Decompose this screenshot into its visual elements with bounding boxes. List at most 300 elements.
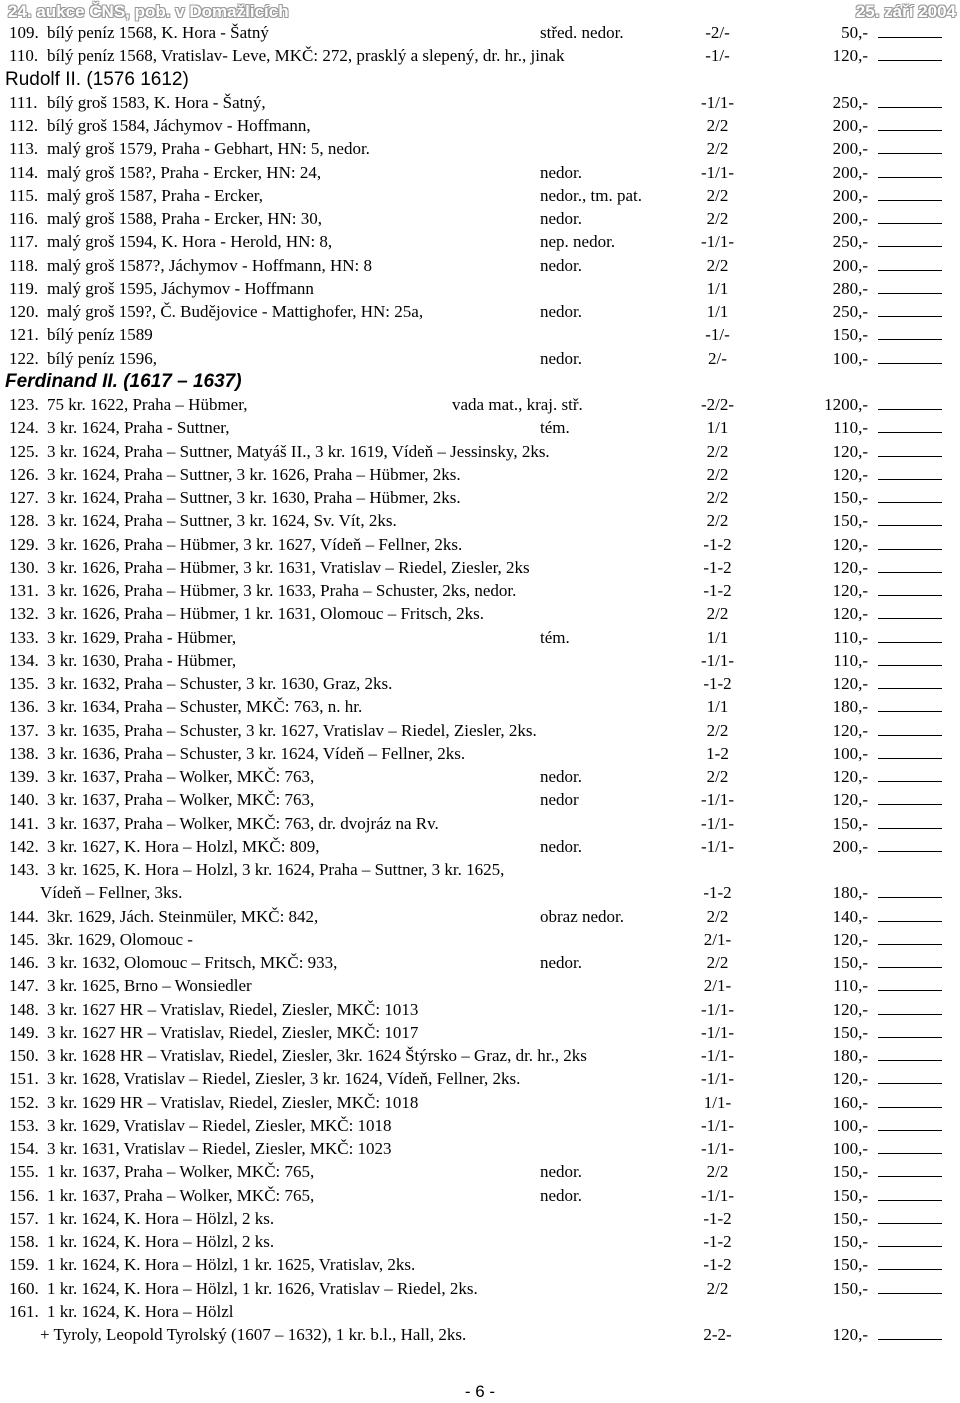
header-auction-title: 24. aukce ČNS, pob. v Domažlicích [8,2,289,21]
lot-number: 115. [9,185,39,205]
lot-starting-price: 120,- [832,557,868,577]
lot-row [0,1044,960,1067]
lot-row [0,230,960,253]
lot-condition-note: nedor. [540,162,583,182]
lot-row [0,602,960,625]
lot-number: 111. [9,92,38,112]
lot-grade: 2/2 [706,720,729,740]
bid-blank-line[interactable] [878,812,942,829]
lot-description: 3kr. 1629, Jách. Steinmüler, MKČ: 842, [47,906,319,926]
lot-row [0,812,960,835]
bid-blank-line[interactable] [878,1137,942,1154]
lot-condition-note: nedor. [540,255,583,275]
lot-description-cont: Vídeň – Fellner, 3ks. [40,883,183,903]
lot-grade: 2/2 [706,116,729,135]
lot-condition-note: tém. [540,627,570,647]
lot-row [0,21,960,44]
lot-starting-price: 200,- [832,209,868,228]
lot-row [0,835,960,858]
lot-description: malý groš 1587, Praha - Ercker, [47,185,264,205]
lot-grade: -1/1- [700,92,735,112]
bid-blank-line[interactable] [878,626,942,643]
bid-blank-line[interactable] [878,556,942,573]
lot-row [0,416,960,439]
lot-starting-price: 150,- [832,325,868,345]
bid-blank-line[interactable] [878,602,942,619]
lot-grade: -1/1- [700,790,735,810]
lot-condition-note: nedor [540,790,579,810]
bid-blank-line[interactable] [878,672,942,689]
lot-starting-price: 50,- [841,23,868,42]
lot-starting-price: 150,- [832,1208,868,1228]
lot-description: 3 kr. 1628 HR – Vratislav, Riedel, Ziesler, 3kr. 1624 Štýrsko – Graz, dr. hr., 2ks [47,1046,587,1065]
lot-starting-price: 150,- [832,488,868,507]
lot-row [0,695,960,718]
lot-description: 3 kr. 1637, Praha – Wolker, MKČ: 763, dr. dvojráz na Rv. [47,813,439,833]
lot-grade: -1/1- [700,999,735,1019]
lot-row [0,672,960,695]
lot-description: 3 kr. 1627 HR – Vratislav, Riedel, Ziesler, MKČ: 1013 [47,999,419,1019]
lot-row [0,788,960,811]
lot-row [0,137,960,160]
lot-number: 114. [9,162,39,182]
bid-blank-line[interactable] [878,509,942,526]
lot-grade: 2/2 [706,767,729,786]
lot-grade: 2/2 [706,441,729,461]
lot-grade: -1/1- [700,1022,735,1042]
section-heading: Rudolf II. (1576 1612) [5,68,189,90]
bid-blank-line[interactable] [878,114,942,131]
bid-blank-line[interactable] [878,486,942,503]
lot-row [0,184,960,207]
lot-number: 153. [9,1115,39,1135]
lot-row [0,1184,960,1207]
lot-grade: -1/1- [700,813,735,833]
lot-description: bílý peníz 1589 [47,325,153,345]
lot-row [0,1067,960,1090]
lot-grade: 2/1- [703,976,732,996]
lot-row [0,579,960,602]
bid-blank-line[interactable] [878,1114,942,1131]
lot-grade: 2/2 [706,604,729,624]
bid-blank-line[interactable] [878,998,942,1015]
lot-description: 3kr. 1629, Olomouc - [47,929,193,949]
lot-starting-price: 120,- [832,674,868,693]
lot-description: 3 kr. 1627, K. Hora – Holzl, MKČ: 809, [47,836,320,856]
lot-number: 110. [9,46,39,66]
lot-condition-note: nedor. [540,767,583,786]
lot-description: 3 kr. 1637, Praha – Wolker, MKČ: 763, [47,790,315,810]
lot-starting-price: 120,- [832,441,868,461]
lot-starting-price: 100,- [832,348,868,368]
lot-row [0,858,960,881]
lot-row [0,998,960,1021]
bid-blank-line[interactable] [878,881,942,898]
bid-blank-line[interactable] [878,579,942,596]
lot-grade: -1/1- [700,1139,735,1158]
lot-grade: 2/2 [706,185,729,205]
lot-number: 155. [9,1162,39,1182]
lot-condition-note: nedor. [540,1162,583,1182]
lot-starting-price: 200,- [832,139,868,159]
bid-blank-line[interactable] [878,393,942,410]
lot-description: malý groš 158?, Praha - Ercker, HN: 24, [47,162,322,182]
lot-description: 3 kr. 1637, Praha – Wolker, MKČ: 763, [47,767,315,786]
lot-row [0,323,960,346]
bid-blank-line[interactable] [878,695,942,712]
lot-number: 125. [9,441,39,461]
bid-blank-line[interactable] [878,905,942,922]
lot-description: 3 kr. 1630, Praha - Hübmer, [47,650,237,670]
lot-grade: -1/1- [700,232,735,252]
lot-number: 121. [9,325,39,345]
lot-row [0,114,960,137]
lot-starting-price: 120,- [832,929,868,949]
lot-starting-price: 150,- [832,1022,868,1042]
lot-row [0,556,960,579]
lot-number: 157. [9,1208,39,1228]
lot-grade: -1/1- [700,1115,735,1135]
section-heading: Ferdinand II. (1617 – 1637) [5,370,242,392]
lot-condition-note: nedor. [540,302,583,321]
lot-description: bílý groš 1583, K. Hora - Šatný, [47,92,266,112]
bid-blank-line[interactable] [878,951,942,968]
lot-description: 3 kr. 1635, Praha – Schuster, 3 kr. 1627, Vratislav – Riedel, Ziesler, 2ks. [47,720,537,740]
lot-grade: 2/2 [706,953,729,972]
lot-number: 112. [9,116,39,135]
lot-grade: -1/- [705,325,730,345]
lot-row [0,649,960,672]
bid-blank-line[interactable] [878,300,942,317]
lot-number: 152. [9,1092,39,1112]
lot-row-continuation [0,881,960,904]
lot-starting-price: 110,- [833,627,868,647]
lot-starting-price: 110,- [833,976,868,996]
lot-description: 3 kr. 1632, Olomouc – Fritsch, MKČ: 933, [47,953,338,972]
lot-description: bílý peníz 1568, K. Hora - Šatný [47,23,269,42]
lot-row [0,509,960,532]
bid-blank-line[interactable] [878,1277,942,1294]
lot-grade: 1-2 [706,743,729,763]
lot-grade: -1/1- [700,1069,735,1089]
lot-description: 3 kr. 1626, Praha – Hübmer, 3 kr. 1631, Vratislav – Riedel, Ziesler, 2ks [47,557,530,577]
lot-row [0,1253,960,1276]
lot-starting-price: 100,- [832,1115,868,1135]
lot-starting-price: 120,- [832,720,868,740]
lot-row [0,765,960,788]
lot-grade: -1-2 [703,1208,732,1228]
lot-grade: 1/1 [706,302,729,321]
lot-number: 135. [9,674,39,693]
lot-starting-price: 150,- [832,511,868,531]
bid-blank-line[interactable] [878,230,942,247]
lot-starting-price: 100,- [832,743,868,763]
bid-blank-line[interactable] [878,21,942,38]
lot-grade: -2/- [705,23,730,42]
lot-starting-price: 120,- [832,999,868,1019]
lot-starting-price: 200,- [832,255,868,275]
lot-description: bílý peníz 1568, Vratislav- Leve, MKČ: 272, prasklý a slepený, dr. hr., jinak [47,46,565,66]
lot-description: bílý peníz 1596, [47,348,158,368]
lot-grade: -1/1- [700,836,735,856]
lot-row [0,905,960,928]
lot-row-continuation [0,1323,960,1346]
bid-blank-line[interactable] [878,1207,942,1224]
lot-grade: 1/1- [703,1092,732,1112]
bid-blank-line[interactable] [878,1184,942,1201]
bid-blank-line[interactable] [878,1091,942,1108]
lot-number: 156. [9,1185,39,1205]
bid-blank-line[interactable] [878,91,942,108]
lot-number: 150. [9,1046,39,1065]
lot-row [0,254,960,277]
lot-description: 1 kr. 1624, K. Hora – Hölzl, 1 kr. 1626, Vratislav – Riedel, 2ks. [47,1278,478,1298]
lot-number: 134. [9,650,39,670]
bid-blank-line[interactable] [878,1253,942,1270]
lot-grade: 2/2 [706,1162,729,1182]
lot-starting-price: 1200,- [824,395,868,414]
lot-starting-price: 110,- [833,650,868,670]
bid-blank-line[interactable] [878,719,942,736]
lot-starting-price: 150,- [832,1255,868,1275]
lot-condition-note: nedor. [540,953,583,972]
lot-row [0,347,960,370]
bid-blank-line[interactable] [878,44,942,61]
lot-number: 145. [9,929,39,949]
lot-starting-price: 120,- [832,1325,868,1344]
lot-number: 109. [9,23,39,42]
lot-description: 3 kr. 1634, Praha – Schuster, MKČ: 763, n. hr. [47,697,363,717]
bid-blank-line[interactable] [878,1021,942,1038]
lot-grade: 2-2- [703,1325,732,1344]
lot-grade: 1/1 [706,278,729,298]
lot-number: 132. [9,604,39,624]
lot-number: 118. [9,255,39,275]
lot-number: 126. [9,464,39,484]
lot-number: 120. [9,302,39,321]
header-auction-date: 25. září 2004 [855,2,956,21]
lot-grade: 1/1 [706,418,729,438]
lot-description: 3 kr. 1626, Praha – Hübmer, 3 kr. 1633, Praha – Schuster, 2ks, nedor. [47,581,517,600]
lot-description: malý groš 1579, Praha - Gebhart, HN: 5, nedor. [47,139,370,159]
lot-condition-note: nedor. [540,1185,583,1205]
lot-row [0,44,960,67]
lot-starting-price: 120,- [832,46,868,66]
lot-description: 3 kr. 1624, Praha – Suttner, 3 kr. 1630, Praha – Hübmer, 2ks. [47,488,461,507]
bid-blank-line[interactable] [878,1067,942,1084]
lot-description: 1 kr. 1624, K. Hora – Hölzl, 1 kr. 1625, Vratislav, 2ks. [47,1255,416,1275]
lot-number: 131. [9,581,39,600]
lot-condition-note: nedor. [540,836,583,856]
lot-number: 116. [9,209,39,228]
lot-starting-price: 120,- [832,534,868,554]
lot-grade: 2/2 [706,1278,729,1298]
bid-blank-line[interactable] [878,254,942,271]
lot-description: 3 kr. 1636, Praha – Schuster, 3 kr. 1624, Vídeň – Fellner, 2ks. [47,743,466,763]
lot-grade: -1-2 [703,674,732,693]
lot-description: 3 kr. 1624, Praha – Suttner, 3 kr. 1624, Sv. Vít, 2ks. [47,511,397,531]
bid-blank-line[interactable] [878,974,942,991]
lot-condition-note: obraz nedor. [540,906,625,926]
lot-starting-price: 140,- [832,906,868,926]
lot-number: 133. [9,627,39,647]
lot-row [0,974,960,997]
lot-grade: 2/2 [706,906,729,926]
lot-number: 130. [9,557,39,577]
lot-description: 1 kr. 1624, K. Hora – Hölzl, 2 ks. [47,1208,275,1228]
lot-row [0,1277,960,1300]
lot-row [0,486,960,509]
lot-description: 3 kr. 1625, Brno – Wonsiedler [47,976,252,996]
lot-row [0,207,960,230]
lot-grade: -1/- [705,46,730,66]
lot-condition-note: tém. [540,418,570,438]
bid-blank-line[interactable] [878,161,942,178]
lot-description: 3 kr. 1624, Praha – Suttner, 3 kr. 1626, Praha – Hübmer, 2ks. [47,464,461,484]
lot-grade: 2/- [708,348,727,368]
lot-grade: 2/2 [706,255,729,275]
bid-blank-line[interactable] [878,207,942,224]
lot-description: 3 kr. 1629, Praha - Hübmer, [47,627,237,647]
lot-description: malý groš 1587?, Jáchymov - Hoffmann, HN: 8 [47,255,372,275]
lot-starting-price: 200,- [832,185,868,205]
lot-description: 1 kr. 1637, Praha – Wolker, MKČ: 765, [47,1162,315,1182]
lot-grade: 2/2 [706,209,729,228]
lot-grade: 2/2 [706,464,729,484]
lot-number: 151. [9,1069,39,1089]
bid-blank-line[interactable] [878,788,942,805]
lot-row [0,626,960,649]
lot-grade: 2/1- [703,929,732,949]
lot-starting-price: 150,- [832,1185,868,1205]
lot-row [0,1021,960,1044]
lot-row [0,393,960,416]
bid-blank-line[interactable] [878,742,942,759]
lot-number: 160. [9,1278,39,1298]
lot-number: 140. [9,790,39,810]
bid-blank-line[interactable] [878,463,942,480]
bid-blank-line[interactable] [878,765,942,782]
lot-grade: -1/1- [700,162,735,182]
lot-grade: 2/2 [706,488,729,507]
page-number: - 6 - [464,1382,496,1401]
bid-blank-line[interactable] [878,277,942,294]
lot-number: 129. [9,534,39,554]
lot-starting-price: 150,- [832,1232,868,1251]
lot-description: malý groš 1588, Praha - Ercker, HN: 30, [47,209,323,228]
lot-number: 128. [9,511,39,531]
bid-blank-line[interactable] [878,1160,942,1177]
lot-row [0,951,960,974]
lot-description: malý groš 1595, Jáchymov - Hoffmann [47,278,314,298]
lot-number: 139. [9,767,39,786]
lot-starting-price: 180,- [832,1046,868,1065]
lot-number: 143. [9,860,39,879]
lot-row [0,277,960,300]
lot-row [0,1300,960,1323]
bid-blank-line[interactable] [878,137,942,154]
lot-condition-note: nedor. [540,348,583,368]
lot-starting-price: 250,- [832,232,868,252]
lot-row [0,1091,960,1114]
lot-starting-price: 120,- [832,1069,868,1089]
lot-grade: -1/1- [700,1046,735,1065]
lot-number: 154. [9,1139,39,1158]
lot-description: 3 kr. 1624, Praha – Suttner, Matyáš II., 3 kr. 1619, Vídeň – Jessinsky, 2ks. [47,441,550,461]
lot-row [0,440,960,463]
lot-starting-price: 120,- [832,581,868,600]
lot-grade: 1/1 [706,627,729,647]
bid-blank-line[interactable] [878,323,942,340]
lot-description: malý groš 1594, K. Hora - Herold, HN: 8, [47,232,333,252]
lot-number: 113. [9,139,39,159]
lot-row [0,91,960,114]
lot-grade: -1-2 [703,1232,732,1251]
lot-description: 3 kr. 1631, Vratislav – Riedel, Ziesler, MKČ: 1023 [47,1139,392,1158]
lot-starting-price: 200,- [832,836,868,856]
lot-starting-price: 110,- [833,418,868,438]
bid-blank-line[interactable] [878,1323,942,1340]
lot-starting-price: 120,- [832,767,868,786]
lot-number: 159. [9,1255,39,1275]
lot-number: 138. [9,743,39,763]
lot-grade: -1-2 [703,581,732,600]
bid-blank-line[interactable] [878,533,942,550]
bid-blank-line[interactable] [878,649,942,666]
bid-blank-line[interactable] [878,347,942,364]
lot-description-cont: + Tyroly, Leopold Tyrolský (1607 – 1632), 1 kr. b.l., Hall, 2ks. [40,1325,467,1344]
bid-blank-line[interactable] [878,928,942,945]
lot-starting-price: 150,- [832,953,868,972]
lot-description: bílý groš 1584, Jáchymov - Hoffmann, [47,116,311,135]
lot-starting-price: 200,- [832,116,868,135]
lot-number: 123. [9,395,39,414]
lot-condition-note: vada mat., kraj. stř. [452,395,583,414]
lot-grade: 2/2 [706,139,729,159]
lot-grade: -1/1- [700,650,735,670]
lot-description: 3 kr. 1628, Vratislav – Riedel, Ziesler, 3 kr. 1624, Vídeň, Fellner, 2ks. [47,1069,521,1089]
lot-description: 3 kr. 1629 HR – Vratislav, Riedel, Ziesler, MKČ: 1018 [47,1092,419,1112]
lot-description: 3 kr. 1625, K. Hora – Holzl, 3 kr. 1624, Praha – Suttner, 3 kr. 1625, [47,860,505,879]
lot-grade: -2/2- [700,395,735,414]
lot-row [0,1114,960,1137]
lot-number: 137. [9,720,39,740]
bid-blank-line[interactable] [878,440,942,457]
lot-row [0,1137,960,1160]
bid-blank-line[interactable] [878,835,942,852]
lot-description: 3 kr. 1626, Praha – Hübmer, 1 kr. 1631, Olomouc – Fritsch, 2ks. [47,604,485,624]
lot-description: 75 kr. 1622, Praha – Hübmer, [47,395,248,414]
lot-description: malý groš 159?, Č. Budějovice - Mattighofer, HN: 25a, [47,302,424,321]
bid-blank-line[interactable] [878,1044,942,1061]
lot-description: 3 kr. 1629, Vratislav – Riedel, Ziesler, MKČ: 1018 [47,1115,392,1135]
lot-row [0,161,960,184]
bid-blank-line[interactable] [878,416,942,433]
bid-blank-line[interactable] [878,1230,942,1247]
lot-grade: -1/1- [700,1185,735,1205]
lot-number: 146. [9,953,39,972]
lot-number: 136. [9,697,39,717]
bid-blank-line[interactable] [878,184,942,201]
lot-condition-note: nedor. [540,209,583,228]
lot-starting-price: 180,- [832,883,868,903]
lot-row [0,1160,960,1183]
lot-row [0,463,960,486]
lot-number: 127. [9,488,39,507]
lot-number: 149. [9,1022,39,1042]
lot-starting-price: 250,- [832,92,868,112]
lot-starting-price: 150,- [832,1278,868,1298]
